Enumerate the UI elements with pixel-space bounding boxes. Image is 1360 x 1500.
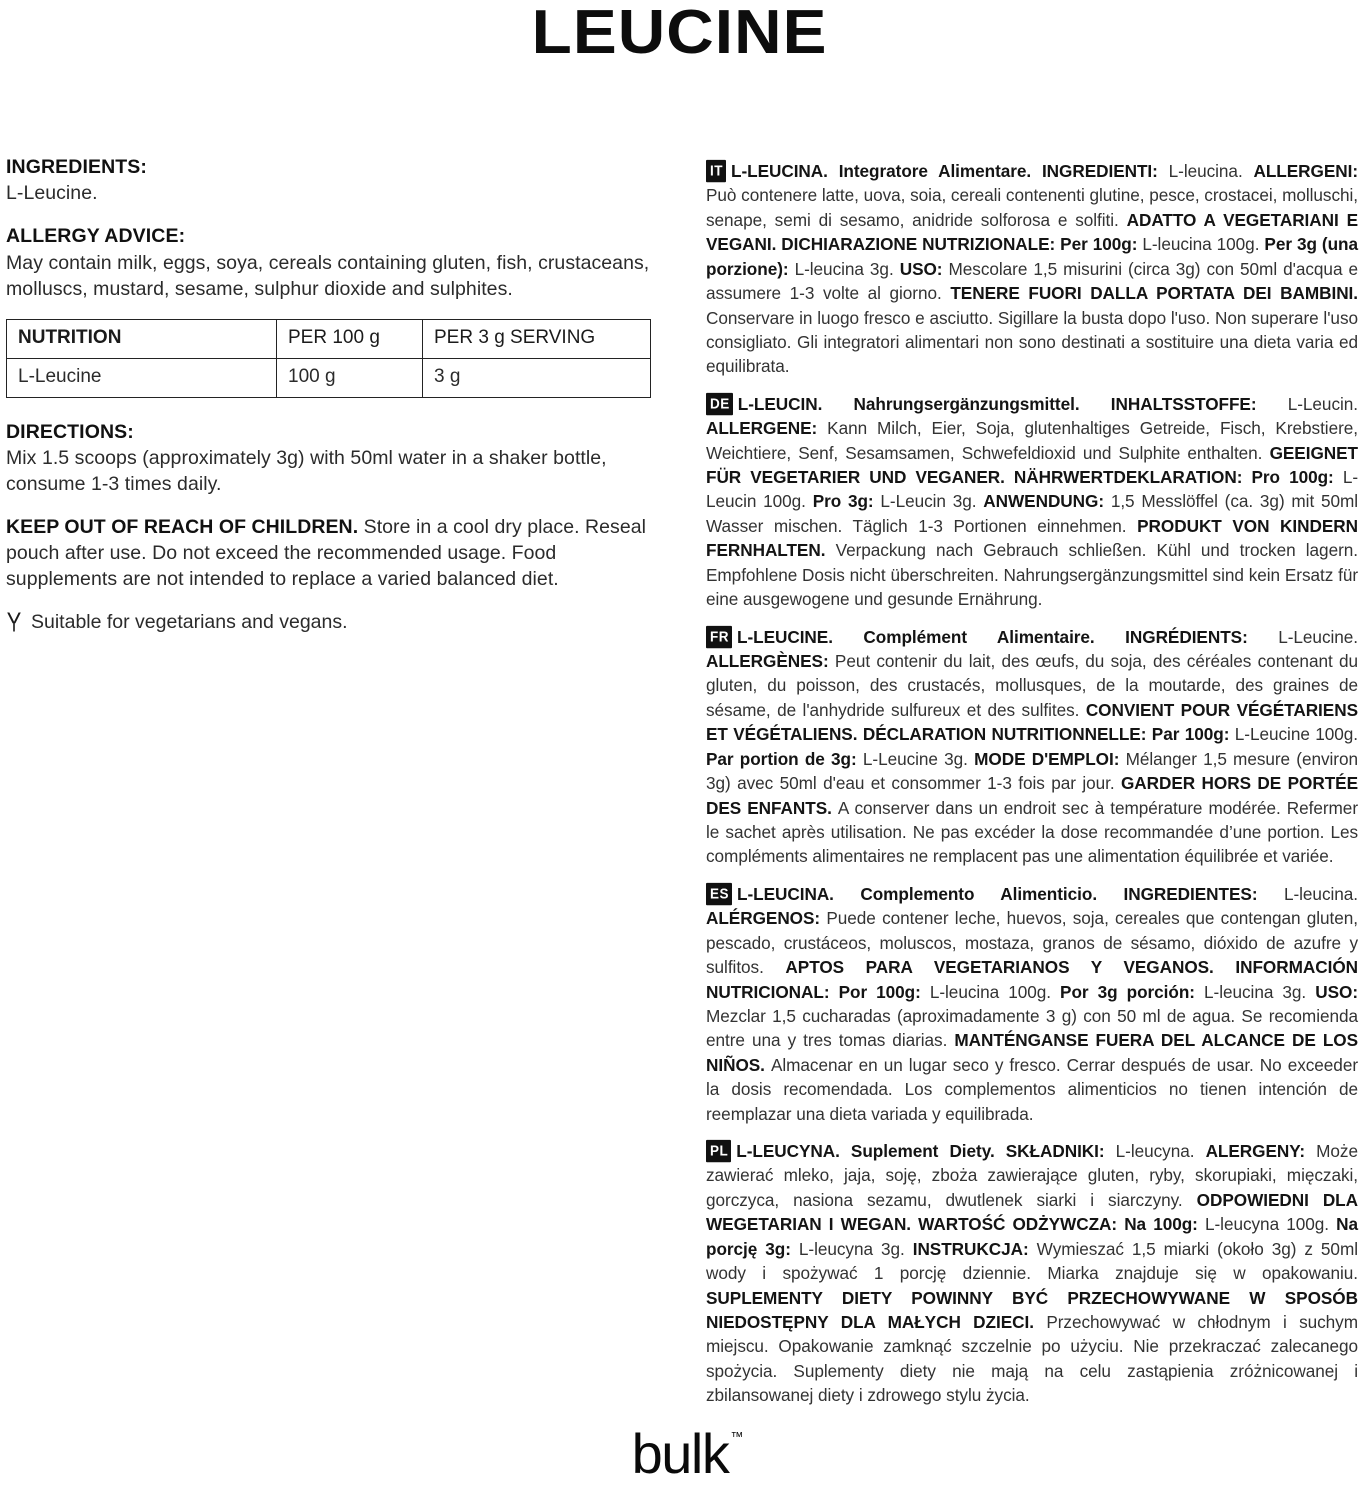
page-title: LEUCINE (532, 0, 828, 67)
right-column-translations (706, 159, 1358, 1421)
table-cell-nutrient-name: L-Leucine (7, 359, 277, 398)
table-cell-per-100g: 100 g (277, 359, 423, 398)
warning-paragraph (6, 515, 656, 593)
language-block-pl (706, 1139, 1358, 1408)
language-block-de (706, 392, 1358, 612)
warning-bold-text: KEEP OUT OF REACH OF CHILDREN. (6, 516, 359, 539)
vegan-suitability-line (6, 610, 656, 635)
table-header-nutrition: NUTRITION (7, 320, 277, 359)
flag-badge-fr: FR (706, 625, 732, 647)
language-text-de: L-LEUCIN. Nahrungsergänzungsmittel. INHALTSSTOFFE: L-Leucin. ALLERGENE: Kann Milch, Eier, Soja, glutenhaltiges Getreide, Fisch, Krebstiere, Weichtiere, Senf, Sesamsamen, Schwefeldioxid und Sulphite enthalten. GEEIGNET FÜR VEGETARIER UND VEGANER. NÄHRWERTDEKLARATION: Pro 100g: L-Leucin 100g. Pro 3g: L-Leucin 3g. ANWENDUNG: 1,5 Messlöffel (ca. 3g) mit 50ml Wasser mischen. Täglich 1-3 Portionen einnehmen. PRODUKT VON KINDERN FERNHALTEN. Verpackung nach Gebrauch schließen. Kühl und trocken lagern. Empfohlene Dosis nicht überschreiten. Nahrungsergänzungsmittel sind kein Ersatz für eine ausgewogene und gesunde Ernährung. (706, 393, 1359, 610)
language-paragraph-it (706, 159, 1358, 379)
allergy-advice-heading: ALLERGY ADVICE: (6, 225, 186, 248)
table-header-per-100g: PER 100 g (277, 320, 423, 359)
ingredients-block (6, 155, 656, 207)
flag-badge-de: DE (706, 393, 733, 415)
language-block-es (706, 882, 1358, 1126)
flag-badge-pl: PL (706, 1140, 731, 1162)
directions-heading: DIRECTIONS: (6, 421, 134, 444)
language-paragraph-pl (706, 1139, 1358, 1408)
language-paragraph-fr (706, 625, 1358, 869)
warning-body-text: Store in a cool dry place. Reseal pouch after use. Do not exceed the recommended usage. Food supplements are not intended to replace a varied balanced diet. (6, 516, 647, 591)
vegan-v-mark-icon (6, 611, 22, 633)
language-text-es: L-LEUCINA. Complemento Alimenticio. INGREDIENTES: L-leucina. ALÉRGENOS: Puede contener leche, huevos, soja, cereales que contengan gluten, pescado, crustáceos, moluscos, mostaza, granos de sésamo, dióxido de azufre y sulfitos. APTOS PARA VEGETARIANOS Y VEGANOS. INFORMACIÓN NUTRICIONAL: Por 100g: L-leucina 100g. Por 3g porción: L-leucina 3g. USO: Mezclar 1,5 cucharadas (aproximadamente 3 g) con 50 ml de agua. Se recomienda entre una y tres tomas diarias. MANTÉNGANSE FUERA DEL ALCANCE DE LOS NIÑOS. Almacenar en un lugar seco y fresco. Cerrar después de usar. No exceeder la dosis recomendada. Los complementos alimenticios no tienen intención de reemplazar una dieta variada y equilibrada. (706, 883, 1359, 1124)
language-block-fr (706, 625, 1358, 869)
language-text-it: L-LEUCINA. Integratore Alimentare. INGREDIENTI: L-leucina. ALLERGENI: Può contenere latte, uova, soia, cereali contenenti glutine, pesce, crostacei, molluschi, senape, semi di sesamo, anidride solforosa e solfiti. ADATTO A VEGETARIANI E VEGANI. DICHIARAZIONE NUTRIZIONALE: Per 100g: L-leucina 100g. Per 3g (una porzione): L-leucina 3g. USO: Mescolare 1,5 misurini (circa 3g) con 50ml d'acqua e assumere 1-3 volte al giorno. TENERE FUORI DALLA PORTATA DEI BAMBINI. Conservare in luogo fresco e asciutto. Sigillare la busta dopo l'uso. Non superare l'uso consigliato. Gli integratori alimentari non sono destinati a sostituire una dieta varia ed equilibrata. (706, 161, 1359, 377)
brand-logo-text: bulk (631, 1422, 729, 1485)
nutrition-table-wrap (6, 319, 656, 398)
language-paragraph-de (706, 392, 1358, 612)
language-block-it (706, 159, 1358, 379)
flag-badge-it: IT (706, 160, 726, 182)
warning-block (6, 515, 656, 593)
nutrition-table (6, 319, 651, 398)
table-row (7, 359, 651, 398)
vegan-suitability-text: Suitable for vegetarians and vegans. (31, 611, 348, 633)
allergy-advice-body: May contain milk, eggs, soya, cereals containing gluten, fish, crustaceans, molluscs, mustard, sesame, sulphur dioxide and sulphites. (6, 251, 650, 300)
directions-block (6, 420, 656, 498)
table-cell-per-serving: 3 g (423, 359, 651, 398)
directions-body: Mix 1.5 scoops (approximately 3g) with 50ml water in a shaker bottle, consume 1-3 times daily. (6, 447, 607, 496)
table-header-row (7, 320, 651, 359)
brand-logo (631, 1422, 744, 1485)
allergy-advice-block (6, 224, 656, 302)
left-column-english (6, 155, 656, 635)
language-text-pl: L-LEUCYNA. Suplement Diety. SKŁADNIKI: L-leucyna. ALERGENY: Może zawierać mleko, jaja, soję, zboża zawierające gluten, ryby, skorupiaki, mięczaki, gorczyca, nasiona sezamu, dwutlenek siarki i siarczyny. ODPOWIEDNI DLA WEGETARIAN I WEGAN. WARTOŚĆ ODŻYWCZA: Na 100g: L-leucyna 100g. Na porcję 3g: L-leucyna 3g. INSTRUKCJA: Wymieszać 1,5 miarki (około 3g) z 50ml wody i spożywać 1 porcję dziennie. Miarka znajduje się w opakowaniu. SUPLEMENTY DIETY POWINNY BYĆ PRZECHOWYWANE W SPOSÓB NIEDOSTĘPNY DLA MAŁYCH DZIECI. Przechowywać w chłodnym i suchym miejscu. Opakowanie zamknąć szczelnie po użyciu. Nie przekraczać zalecanego spożycia. Suplementy diety nie mają na celu zastąpienia zróżnicowanej i zbilansowanej diety i zdrowego stylu życia. (706, 1141, 1358, 1406)
flag-badge-es: ES (706, 883, 732, 905)
table-header-per-serving: PER 3 g SERVING (423, 320, 651, 359)
ingredients-body: L-Leucine. (6, 182, 98, 205)
language-text-fr: L-LEUCINE. Complément Alimentaire. INGRÉDIENTS: L-Leucine. ALLERGÈNES: Peut contenir du lait, des œufs, du soja, des céréales contenant du gluten, du poisson, des crustacés, mollusques, de la moutarde, des graines de sésame, de l'anhydride sulfureux et des sulfites. CONVIENT POUR VÉGÉTARIENS ET VÉGÉTALIENS. DÉCLARATION NUTRITIONNELLE: Par 100g: L-Leucine 100g. Par portion de 3g: L-Leucine 3g. MODE D'EMPLOI: Mélanger 1,5 mesure (environ 3g) avec 50ml d'eau et consommer 1-3 fois par jour. GARDER HORS DE PORTÉE DES ENFANTS. A conserver dans un endroit sec à température modérée. Refermer le sachet après utilisation. Ne pas excéder la dose recommandée d’une portion. Les compléments alimentaires ne remplacent pas une alimentation équilibrée et variée. (706, 626, 1358, 867)
footer (0, 1422, 1360, 1485)
language-paragraph-es (706, 882, 1358, 1126)
title-bar (0, 0, 1360, 67)
ingredients-heading: INGREDIENTS: (6, 156, 147, 178)
trademark-symbol: ™ (730, 1429, 744, 1444)
